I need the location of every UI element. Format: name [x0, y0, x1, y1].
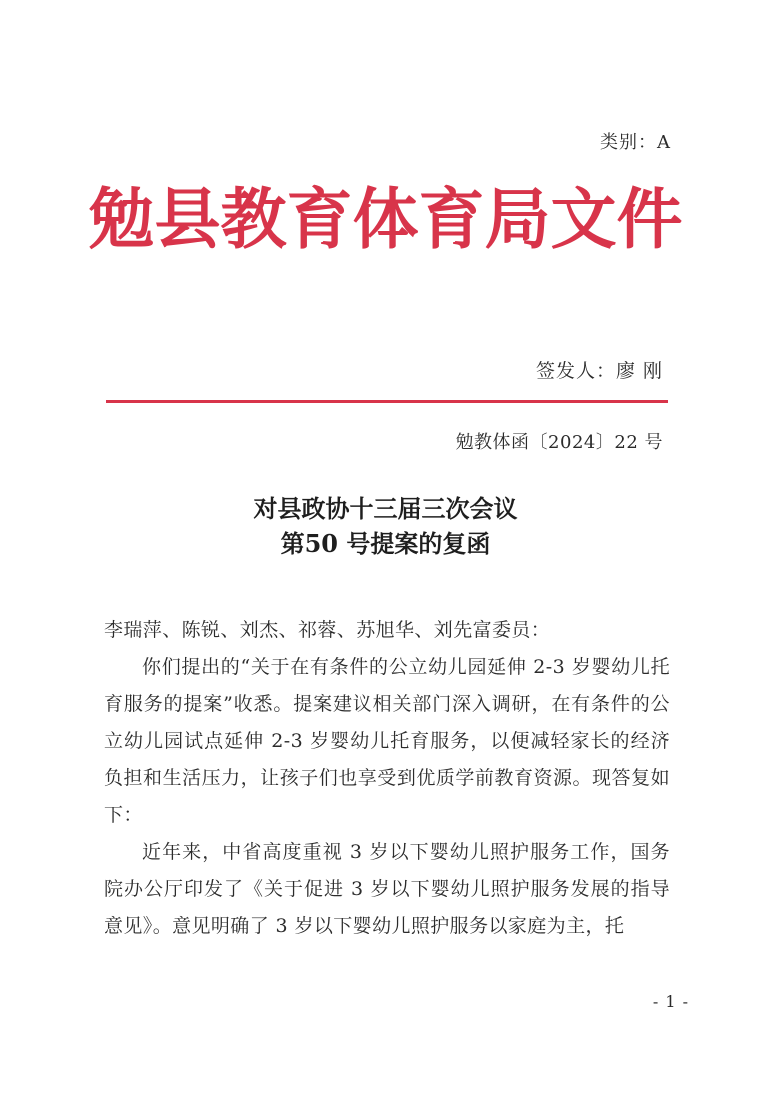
- document-title: [0, 492, 771, 562]
- red-divider: [106, 400, 668, 403]
- page-number: - 1 -: [652, 992, 689, 1011]
- body-paragraph-2: 近年来，中省高度重视 3 岁以下婴幼儿照护服务工作，国务院办公厅印发了《关于促进 3 岁以下婴幼儿照护服务发展的指导意见》。意见明确了 3 岁以下婴幼儿照护服务以家庭为主，托: [104, 841, 670, 937]
- document-masthead: 勉县教育体育局文件: [88, 181, 683, 258]
- category-label: 类别：A: [600, 132, 671, 153]
- salutation: 李瑞萍、陈锐、刘杰、祁蓉、苏旭华、刘先富委员：: [104, 619, 551, 641]
- document-body: [104, 612, 670, 945]
- body-paragraph-1: 你们提出的“关于在有条件的公立幼儿园延伸 2-3 岁婴幼儿托育服务的提案”收悉。提案建议相关部门深入调研，在有条件的公立幼儿园试点延伸 2-3 岁婴幼儿托育服务，以便减轻家长的经济负担和生活压力，让孩子们也享受到优质学前教育资源。现答复如下：: [104, 656, 670, 826]
- document-number: 勉教体函〔2024〕22 号: [455, 432, 663, 453]
- title-line-1: 对县政协十三届三次会议: [253, 494, 518, 523]
- title-line-2: 第50 号提案的复函: [280, 528, 491, 558]
- signer-label: 签发人：廖 刚: [535, 360, 663, 382]
